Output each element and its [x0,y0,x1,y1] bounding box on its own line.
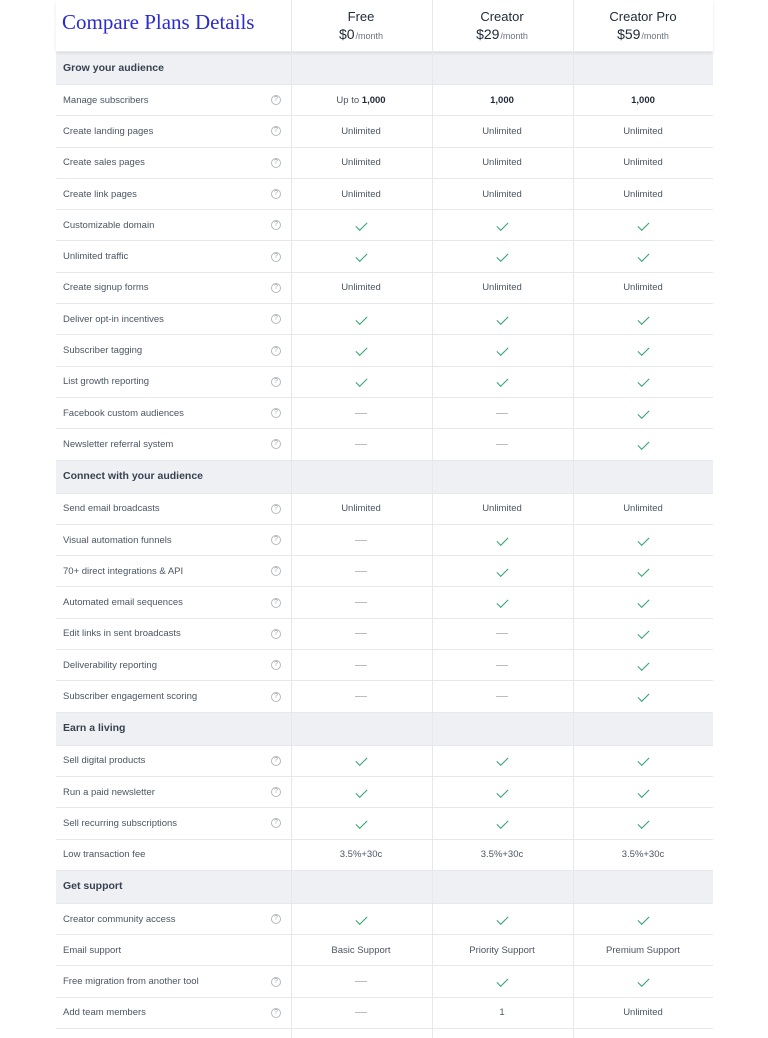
help-icon[interactable]: ? [271,692,281,702]
table-row [56,808,713,839]
plan-value [291,503,431,514]
plan-value [432,660,572,671]
table-row [56,179,713,210]
plan-value [573,691,713,702]
comparison-table [56,0,713,1038]
plan-value [291,439,431,450]
feature-label: Deliver opt-in incentives [63,313,164,325]
plan-value [573,787,713,798]
dash-icon [355,602,367,603]
plan-value [573,345,713,356]
plan-value [432,818,572,829]
value-text: 3.5%+30c [480,849,524,861]
help-icon[interactable]: ? [271,566,281,576]
plan-value [432,628,572,639]
plan-value [432,691,572,702]
plan-value [291,251,431,262]
plan-value [291,376,431,387]
check-icon [637,975,649,987]
plan-value [432,251,572,262]
plan-value [432,220,572,231]
plan-value [432,439,572,450]
check-icon [496,786,508,798]
dash-icon [496,633,508,634]
plan-value [291,849,431,860]
check-icon [496,219,508,231]
plan-value [291,126,431,137]
plan-value [291,1007,431,1018]
plan-value [291,976,431,987]
table-row [56,494,713,525]
feature-label: Edit links in sent broadcasts [63,628,181,640]
table-row [56,840,713,871]
plan-value [291,282,431,293]
plan-value [573,755,713,766]
column-divider [573,0,574,1038]
help-icon[interactable]: ? [271,977,281,987]
check-icon [496,817,508,829]
check-icon [637,313,649,325]
section-header [56,52,713,85]
check-icon [496,975,508,987]
plan-value [573,914,713,925]
plan-value [291,95,431,106]
plan-value [573,157,713,168]
page-title: Compare Plans Details [62,10,255,34]
feature-label: Manage subscribers [63,94,149,106]
value-text: Unlimited [341,503,381,515]
value-text: Unlimited [482,282,522,294]
table-row [56,556,713,587]
table-row [56,85,713,116]
plan-value [432,126,572,137]
plan-name: Creator Pro [609,9,677,24]
table-row [56,335,713,366]
table-row [56,967,713,998]
plan-price: $29/month [476,26,528,42]
value-text: Unlimited [341,125,381,137]
feature-label: Subscriber tagging [63,345,143,357]
plan-name: Creator [480,9,524,24]
feature-label: List growth reporting [63,376,150,388]
plan-value [291,818,431,829]
value-text: Unlimited [623,1007,663,1019]
column-divider [432,0,433,1038]
table-row [56,148,713,179]
section-header [56,461,713,494]
plan-value [573,818,713,829]
feature-label: Low transaction fee [63,849,146,861]
help-icon[interactable]: ? [271,220,281,230]
plan-value [573,439,713,450]
plan-free [291,0,431,51]
check-icon [637,754,649,766]
plan-value [432,95,572,106]
plan-value [291,755,431,766]
plan-value [432,408,572,419]
section-title: Earn a living [63,722,126,735]
value-text: Basic Support [331,944,391,956]
help-icon[interactable]: ? [271,1008,281,1018]
table-row [56,304,713,335]
plan-value [432,787,572,798]
check-icon [637,250,649,262]
feature-label: Deliverability reporting [63,659,157,671]
plan-value [573,408,713,419]
plan-value [291,914,431,925]
plan-value [573,945,713,956]
help-icon[interactable]: ? [271,504,281,514]
column-divider [291,0,292,1038]
dash-icon [355,571,367,572]
table-row [56,619,713,650]
plan-value [432,945,572,956]
plan-value [432,755,572,766]
help-icon[interactable]: ? [271,314,281,324]
check-icon [355,250,367,262]
plan-value [573,376,713,387]
plan-value [432,566,572,577]
help-icon[interactable]: ? [271,629,281,639]
section-header [56,713,713,746]
plan-value [573,251,713,262]
check-icon [496,754,508,766]
plan-value [291,597,431,608]
plan-value [291,189,431,200]
plan-value [432,849,572,860]
check-icon [355,913,367,925]
value-text: Unlimited [623,125,663,137]
value-text: 3.5%+30c [339,849,383,861]
plan-value [573,535,713,546]
check-icon [637,913,649,925]
value-bold: 1,000 [361,94,386,106]
plan-value [291,345,431,356]
plan-value [432,503,572,514]
value-text: Unlimited [623,188,663,200]
help-icon[interactable]: ? [271,346,281,356]
check-icon [496,250,508,262]
check-icon [637,565,649,577]
dash-icon [496,665,508,666]
check-icon [496,596,508,608]
dash-icon [355,413,367,414]
plan-value [573,849,713,860]
plan-value [291,314,431,325]
plan-value [573,220,713,231]
plan-value [432,376,572,387]
table-row [56,935,713,966]
value-text: Unlimited [341,157,381,169]
value-text: Unlimited [482,188,522,200]
table-row [56,116,713,147]
dash-icon [496,696,508,697]
section-title: Connect with your audience [63,470,204,483]
value-text: Unlimited [341,188,381,200]
feature-label: Email support [63,944,122,956]
check-icon [496,344,508,356]
plan-price: $0/month [338,26,384,42]
value-text: 3.5%+30c [621,849,665,861]
plan-value [573,282,713,293]
check-icon [355,313,367,325]
help-icon[interactable]: ? [271,787,281,797]
plan-creator-pro [573,0,713,51]
feature-label: Creator community access [63,913,176,925]
feature-label: Newsletter referral system [63,438,174,450]
check-icon [637,438,649,450]
feature-label: Sell digital products [63,755,146,767]
plan-value [573,314,713,325]
table-row [56,746,713,777]
plan-value [291,787,431,798]
feature-label: Facebook custom audiences [63,407,184,419]
dash-icon [355,444,367,445]
help-icon[interactable]: ? [271,660,281,670]
dash-icon [355,696,367,697]
help-icon[interactable]: ? [271,598,281,608]
help-icon[interactable]: ? [271,439,281,449]
plan-value [432,157,572,168]
check-icon [637,375,649,387]
plan-value [291,157,431,168]
help-icon[interactable]: ? [271,756,281,766]
dash-icon [355,540,367,541]
feature-label: Create signup forms [63,282,149,294]
feature-label: 70+ direct integrations & API [63,565,184,577]
feature-label: Customizable domain [63,219,155,231]
plan-value [291,408,431,419]
plan-value [291,220,431,231]
plan-value [573,1007,713,1018]
help-icon[interactable]: ? [271,377,281,387]
table-row [56,242,713,273]
help-icon[interactable]: ? [271,283,281,293]
plan-creator [432,0,572,51]
check-icon [355,219,367,231]
help-icon[interactable]: ? [271,189,281,199]
plan-value [432,914,572,925]
value-text: Unlimited [482,503,522,515]
feature-label: Create link pages [63,188,137,200]
feature-label: Create landing pages [63,125,154,137]
dash-icon [496,413,508,414]
plan-value [573,976,713,987]
value-text: Unlimited [482,157,522,169]
help-icon[interactable]: ? [271,252,281,262]
value-text: Up to [336,94,362,106]
plan-value [432,597,572,608]
help-icon[interactable]: ? [271,818,281,828]
table-row [56,367,713,398]
dash-icon [355,665,367,666]
feature-label: Add team members [63,1007,146,1019]
section-header [56,871,713,904]
table-row [56,681,713,712]
dash-icon [496,444,508,445]
plan-value [573,126,713,137]
plan-name: Free [347,9,375,24]
check-icon [355,786,367,798]
feature-label: Create sales pages [63,157,145,169]
dash-icon [355,981,367,982]
help-icon[interactable]: ? [271,535,281,545]
table-row [56,525,713,556]
check-icon [637,344,649,356]
value-bold: 1,000 [631,94,655,106]
table-header [56,0,713,51]
table-row [56,588,713,619]
value-text: Unlimited [623,157,663,169]
check-icon [496,913,508,925]
check-icon [637,219,649,231]
check-icon [355,754,367,766]
plan-value [432,282,572,293]
feature-label: Send email broadcasts [63,503,160,515]
value-text: Unlimited [341,282,381,294]
plan-value [291,691,431,702]
plan-value [291,628,431,639]
help-icon[interactable]: ? [271,126,281,136]
check-icon [355,817,367,829]
feature-label: Subscriber engagement scoring [63,691,198,703]
value-text: 1 [499,1007,505,1019]
value-text: Unlimited [623,282,663,294]
feature-label: Run a paid newsletter [63,786,155,798]
value-bold: 1,000 [490,94,514,106]
plan-value [432,189,572,200]
check-icon [496,565,508,577]
help-icon[interactable]: ? [271,158,281,168]
plan-value [432,314,572,325]
value-text: Premium Support [606,944,680,956]
check-icon [637,534,649,546]
table-row [56,273,713,304]
check-icon [637,627,649,639]
plan-value [573,189,713,200]
plan-value [432,976,572,987]
table-row [56,429,713,460]
plan-value [432,535,572,546]
plan-value [291,660,431,671]
plan-value [291,566,431,577]
check-icon [355,344,367,356]
table-row [56,777,713,808]
help-icon[interactable]: ? [271,914,281,924]
check-icon [496,375,508,387]
check-icon [637,817,649,829]
check-icon [355,375,367,387]
plan-value [432,1007,572,1018]
dash-icon [355,1012,367,1013]
plan-value [573,566,713,577]
value-text: Unlimited [482,125,522,137]
plan-value [573,660,713,671]
plan-value [573,503,713,514]
table-row [56,904,713,935]
help-icon[interactable]: ? [271,408,281,418]
feature-label: Unlimited traffic [63,251,129,263]
plan-value [432,345,572,356]
feature-label: Sell recurring subscriptions [63,817,178,829]
plan-value [573,95,713,106]
check-icon [637,596,649,608]
plan-value [291,535,431,546]
section-title: Grow your audience [63,61,164,74]
table-row [56,398,713,429]
table-row [56,998,713,1029]
check-icon [637,659,649,671]
check-icon [496,534,508,546]
check-icon [637,690,649,702]
plan-value [573,597,713,608]
plan-value [291,945,431,956]
check-icon [637,786,649,798]
plan-price: $59/month [617,26,669,42]
check-icon [637,407,649,419]
table-row [56,210,713,241]
value-text: Unlimited [623,503,663,515]
plan-value [573,628,713,639]
feature-label: Automated email sequences [63,597,183,609]
feature-label: Free migration from another tool [63,976,199,988]
feature-label: Visual automation funnels [63,534,172,546]
table-row [56,650,713,681]
section-title: Get support [63,880,123,893]
help-icon[interactable]: ? [271,95,281,105]
dash-icon [355,633,367,634]
check-icon [496,313,508,325]
value-text: Priority Support [469,944,535,956]
